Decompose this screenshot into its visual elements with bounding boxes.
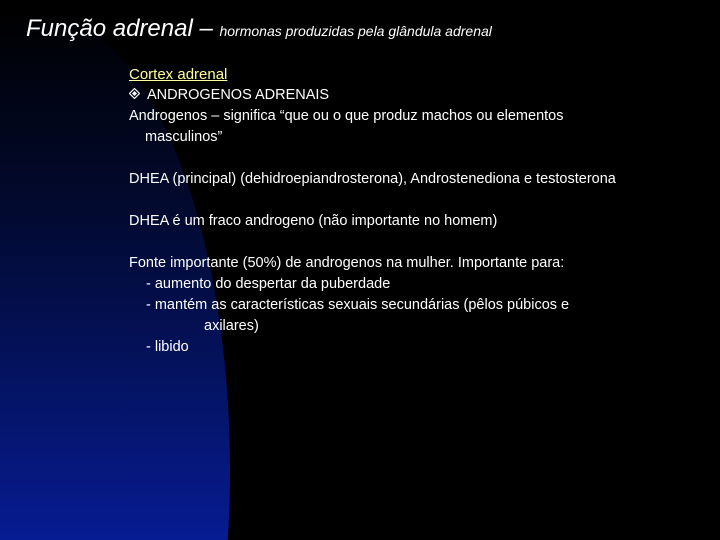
list-item-characteristics: - mantém as características sexuais secundárias (pêlos púbicos e [146,297,570,313]
title-dash: – [192,15,220,42]
title-subtitle: hormonas produzidas pela glândula adrenal [219,23,492,39]
list-item-libido: - libido [146,339,189,355]
slide-content [129,64,714,358]
slide-title [26,14,492,47]
section-heading: Cortex adrenal [129,66,228,83]
spacer [129,232,714,253]
spacer [129,148,714,169]
title-main: Função adrenal [26,15,193,42]
list-item-characteristics-cont: axilares) [204,318,259,334]
spacer [129,190,714,211]
definition-line-1: Androgenos – significa “que ou o que produz machos ou elementos [129,108,564,124]
bullet-row [129,85,714,106]
definition-line-2: masculinos” [145,129,223,145]
dhea-line: DHEA (principal) (dehidroepiandrosterona), Androstenediona e testosterona [129,171,616,187]
dhea-weak-line: DHEA é um fraco androgeno (não importante no homem) [129,213,498,229]
list-item-puberty: - aumento do despertar da puberdade [146,276,391,292]
diamond-bullet-icon [129,85,141,106]
source-line: Fonte importante (50%) de androgenos na mulher. Importante para: [129,255,565,271]
bullet-text: ANDROGENOS ADRENAIS [147,87,330,103]
